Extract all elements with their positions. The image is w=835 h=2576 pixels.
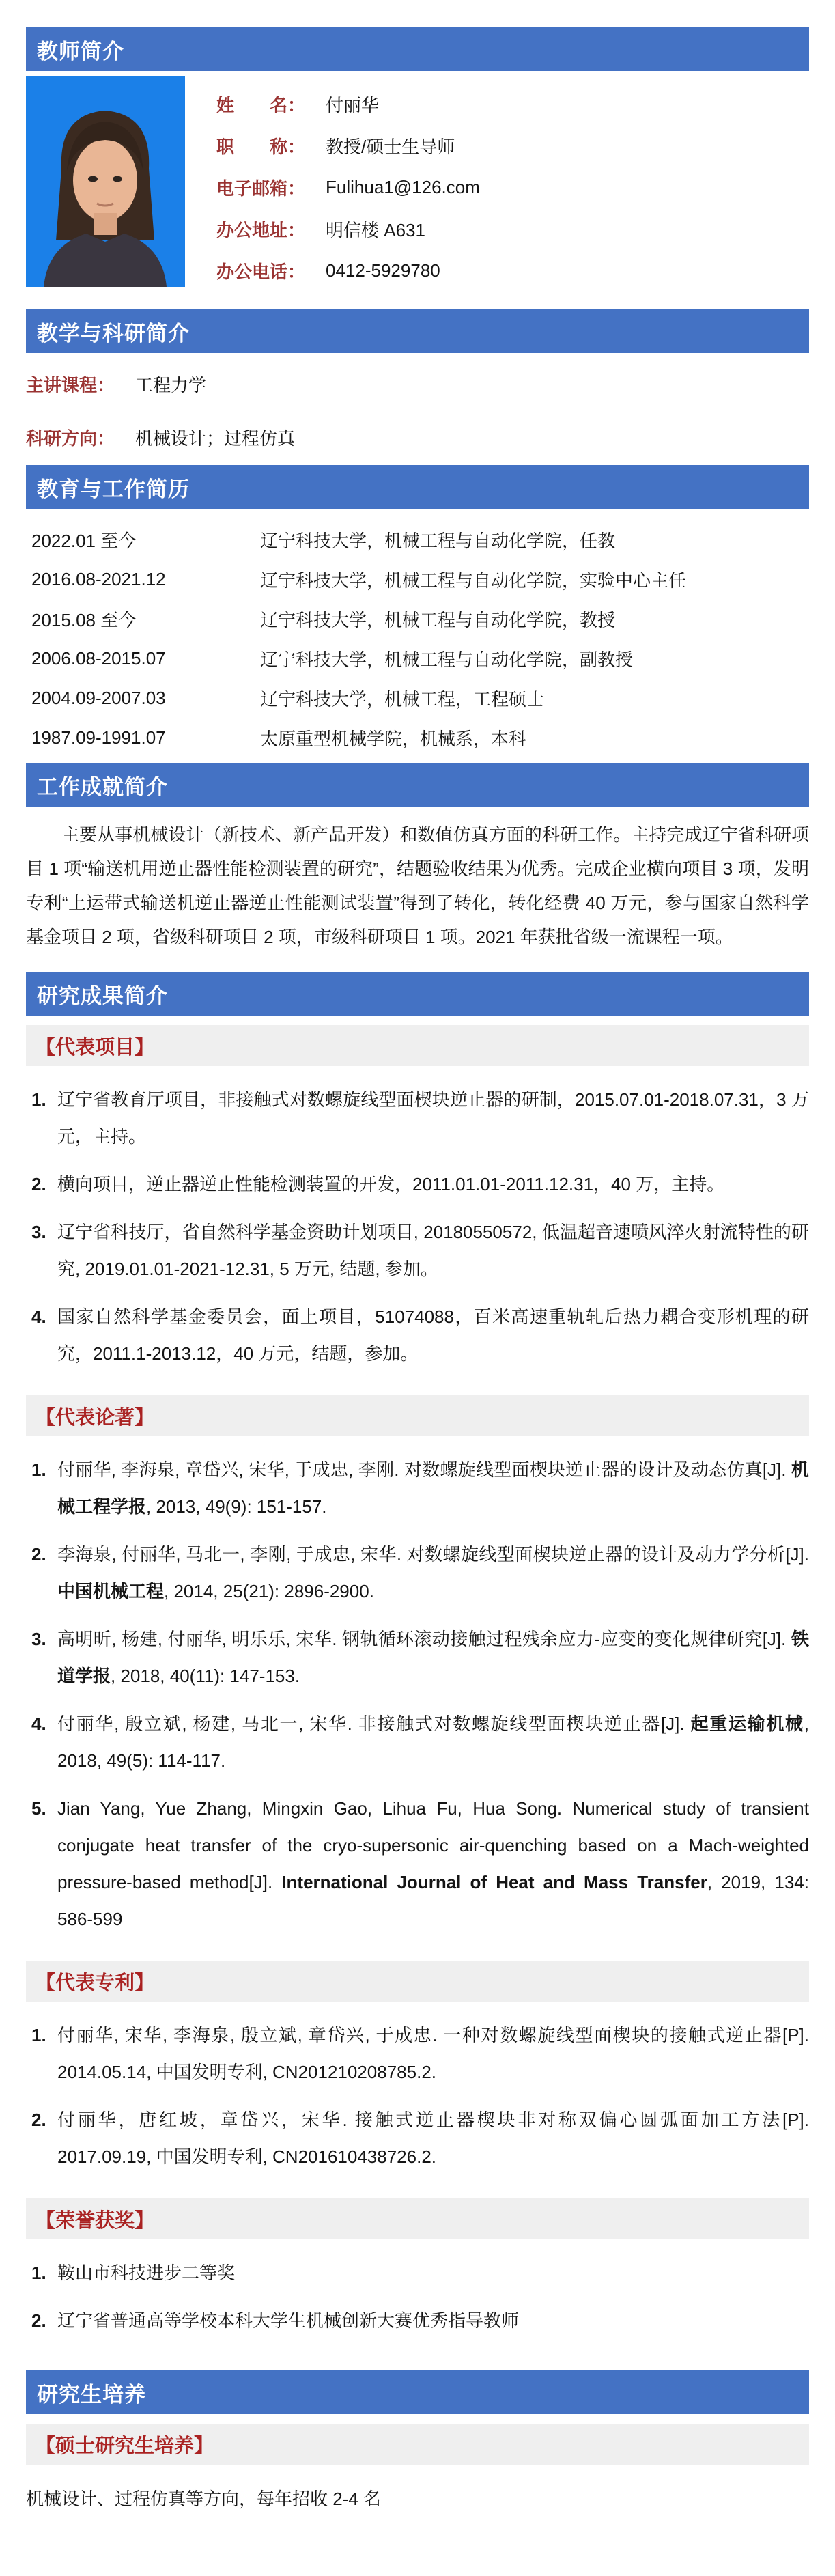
item-number: 1.	[31, 2025, 46, 2045]
section-title-teacher-intro: 教师简介	[37, 39, 124, 64]
text-segment: 辽宁省科技厅，省自然科学基金资助计划项目, 20180550572, 低温超音速喷风淬火射流特性的研究, 2019.01.01-2021-12.31, 5 万元, 结题, 参加。	[57, 1222, 809, 1279]
teaching-research-header-bar	[26, 309, 809, 353]
education-career-header-bar	[26, 465, 809, 509]
text-segment: 横向项目，逆止器逆止性能检测装置的开发，2011.01.01-2011.12.31，40 万，主持。	[57, 1174, 725, 1194]
profile-section	[26, 76, 809, 292]
teaching-field-row	[26, 410, 809, 464]
text-segment: , 2018, 49(5): 114-117.	[57, 1713, 809, 1771]
field-label: 办公地址：	[216, 220, 306, 240]
subsection-heading-text: 【代表项目】	[36, 1036, 155, 1059]
timeline-description: 辽宁科技大学，机械工程与自动化学院，任教	[260, 530, 616, 551]
item-text	[57, 1298, 809, 1372]
field-value: 教授/硕士生导师	[326, 137, 455, 157]
text-segment: 鞍山市科技进步二等奖	[57, 2263, 236, 2283]
project-list-item	[26, 1214, 809, 1287]
profile-field-row	[216, 83, 480, 125]
career-timeline	[26, 509, 809, 763]
item-number: 4.	[31, 1713, 46, 1734]
item-text	[57, 1214, 809, 1287]
award-list-item	[26, 2302, 809, 2339]
paper-list-item	[26, 1451, 809, 1525]
timeline-row	[26, 678, 809, 718]
subsection-heading-patents	[26, 1961, 809, 2002]
timeline-row	[26, 599, 809, 639]
item-text	[57, 2017, 809, 2090]
paper-list-item	[26, 1536, 809, 1610]
field-value: 机械设计；过程仿真	[135, 428, 296, 449]
field-label: 主讲课程：	[26, 374, 115, 395]
text-segment: 李海泉, 付丽华, 马北一, 李刚, 于成忠, 宋华. 对数螺旋线型面楔块逆止器的设计及动力学分析[J].	[57, 1544, 809, 1565]
field-value: Fulihua1@126.com	[326, 177, 480, 197]
item-number: 2.	[31, 2310, 46, 2331]
item-text	[57, 1536, 809, 1610]
profile-field-row	[216, 208, 480, 250]
item-number: 2.	[31, 1174, 46, 1194]
item-number: 2.	[31, 2110, 46, 2130]
timeline-description: 辽宁科技大学，机械工程与自动化学院，副教授	[260, 649, 634, 670]
awards-list	[26, 2239, 809, 2353]
papers-list	[26, 1436, 809, 1951]
paper-list-item	[26, 1790, 809, 1937]
graduate-training-header-bar	[26, 2370, 809, 2414]
timeline-period: 2016.08-2021.12	[31, 568, 166, 589]
item-text	[57, 2254, 809, 2291]
timeline-row	[26, 559, 809, 599]
subsection-heading-papers	[26, 1395, 809, 1436]
projects-list	[26, 1066, 809, 1386]
item-number: 3.	[31, 1222, 46, 1242]
project-list-item	[26, 1166, 809, 1203]
award-list-item	[26, 2254, 809, 2291]
text-segment: 高明昕, 杨建, 付丽华, 明乐乐, 宋华. 钢轨循环滚动接触过程残余应力-应变的变化规律研究[J].	[57, 1629, 791, 1649]
timeline-period: 2015.08 至今	[31, 609, 137, 630]
timeline-row	[26, 718, 809, 757]
subsection-heading-text: 【代表专利】	[36, 1972, 155, 1994]
item-text	[57, 2302, 809, 2339]
timeline-description: 辽宁科技大学，机械工程与自动化学院，实验中心主任	[260, 570, 687, 591]
teacher-intro-header-bar	[26, 27, 809, 71]
section-title-research-results: 研究成果简介	[37, 983, 168, 1008]
item-number: 1.	[31, 1089, 46, 1110]
profile-field-row	[216, 125, 480, 167]
field-value: 0412-5929780	[326, 260, 440, 281]
timeline-row	[26, 639, 809, 678]
text-segment: 铁道学报	[57, 1629, 809, 1686]
paper-list-item	[26, 1621, 809, 1694]
graduate-recruitment-text: 机械设计、过程仿真等方向，每年招收 2-4 名	[26, 2489, 382, 2509]
item-number: 4.	[31, 1306, 46, 1327]
section-title-graduate-training: 研究生培养	[37, 2382, 146, 2407]
text-segment: 付丽华, 殷立斌, 杨建, 马北一, 宋华. 非接触式对数螺旋线型面楔块逆止器[J].	[57, 1713, 691, 1734]
timeline-description: 辽宁科技大学，机械工程与自动化学院，教授	[260, 609, 616, 630]
text-segment: 辽宁省教育厅项目，非接触式对数螺旋线型面楔块逆止器的研制，2015.07.01-2018.07.31，3 万元，主持。	[57, 1089, 809, 1147]
field-label: 姓 名：	[216, 95, 306, 115]
text-segment: International Journal of Heat and Mass Transfer	[281, 1872, 707, 1892]
item-number: 1.	[31, 2263, 46, 2283]
field-label: 职 称：	[216, 137, 306, 157]
teacher-photo	[26, 76, 185, 287]
project-list-item	[26, 1298, 809, 1372]
text-segment: , 2013, 49(9): 151-157.	[146, 1496, 327, 1517]
item-text	[57, 1166, 809, 1203]
item-number: 2.	[31, 1544, 46, 1565]
subsection-heading-text: 【荣誉获奖】	[36, 2209, 155, 2232]
item-text	[57, 1705, 809, 1779]
patent-list-item	[26, 2017, 809, 2090]
achievements-paragraph: 主要从事机械设计（新技术、新产品开发）和数值仿真方面的科研工作。主持完成辽宁省科研项目 1 项“输送机用逆止器性能检测装置的研究”，结题验收结果为优秀。完成企业横向项目 3 项，发明专利“上运带式输送机逆止器逆止性能测试装置”得到了转化，转化经费 40 万元，参与国家自然科学基金项目 2 项，省级科研项目 2 项，市级科研项目 1 项。2021 年获批省级一流课程一项。	[26, 824, 809, 947]
profile-field-row	[216, 167, 480, 208]
patents-list	[26, 2002, 809, 2189]
field-value: 工程力学	[135, 374, 207, 395]
text-segment: Jian Yang, Yue Zhang, Mingxin Gao, Lihua Fu, Hua Song. Numerical study of transient conjugate heat transfer of the cryo-supersonic air-quenching based on a Mach-weighted pressure-based method[J].	[57, 1798, 809, 1892]
text-segment: 付丽华, 宋华, 李海泉, 殷立斌, 章岱兴, 于成忠. 一种对数螺旋线型面楔块的接触式逆止器[P]. 2014.05.14, 中国发明专利, CN201210208785.2.	[57, 2025, 809, 2082]
section-title-education-career: 教育与工作简历	[37, 477, 190, 501]
text-segment: 国家自然科学基金委员会，面上项目，51074088，百米高速重轨轧后热力耦合变形机理的研究，2011.1-2013.12，40 万元，结题，参加。	[57, 1306, 809, 1364]
text-segment: , 2018, 40(11): 147-153.	[111, 1666, 300, 1686]
item-number: 5.	[31, 1798, 46, 1819]
text-segment: , 2019, 134: 586-599	[57, 1872, 809, 1929]
text-segment: 起重运输机械	[690, 1713, 804, 1734]
item-text	[57, 2101, 809, 2175]
text-segment: 付丽华, 李海泉, 章岱兴, 宋华, 于成忠, 李刚. 对数螺旋线型面楔块逆止器的设计及动态仿真[J].	[57, 1459, 791, 1480]
profile-field-row	[216, 250, 480, 292]
item-number: 3.	[31, 1629, 46, 1649]
achievements-header-bar	[26, 763, 809, 807]
field-label: 电子邮箱：	[216, 178, 306, 199]
subsection-heading-text: 【硕士研究生培养】	[36, 2435, 214, 2457]
patent-list-item	[26, 2101, 809, 2175]
timeline-period: 2006.08-2015.07	[31, 647, 166, 669]
subsection-heading-master-training	[26, 2424, 809, 2465]
item-text	[57, 1621, 809, 1694]
item-text	[57, 1790, 809, 1937]
teaching-fields	[26, 353, 809, 465]
subsection-heading-projects	[26, 1025, 809, 1066]
timeline-period: 2022.01 至今	[31, 530, 137, 551]
teaching-field-row	[26, 357, 809, 410]
item-text	[57, 1451, 809, 1525]
person-silhouette	[26, 76, 185, 287]
text-segment: 机械工程学报	[57, 1459, 809, 1517]
research-results-header-bar	[26, 972, 809, 1016]
field-value: 明信楼 A631	[326, 220, 425, 240]
timeline-description: 辽宁科技大学，机械工程，工程硕士	[260, 688, 545, 710]
item-number: 1.	[31, 1459, 46, 1480]
field-label: 科研方向：	[26, 428, 115, 449]
timeline-row	[26, 520, 809, 559]
section-title-achievements: 工作成就简介	[37, 774, 168, 799]
timeline-description: 太原重型机械学院，机械系，本科	[260, 728, 527, 749]
profile-fields	[216, 76, 480, 292]
text-segment: , 2014, 25(21): 2896-2900.	[164, 1581, 374, 1601]
subsection-heading-text: 【代表论著】	[36, 1406, 155, 1429]
subsection-heading-awards	[26, 2198, 809, 2239]
text-segment: 中国机械工程	[57, 1581, 165, 1601]
field-value: 付丽华	[326, 95, 380, 115]
text-segment: 辽宁省普通高等学校本科大学生机械创新大赛优秀指导教师	[57, 2310, 520, 2331]
paper-list-item	[26, 1705, 809, 1779]
timeline-period: 2004.09-2007.03	[31, 687, 166, 708]
field-label: 办公电话：	[216, 262, 306, 282]
text-segment: 付丽华，唐红坡，章岱兴，宋华. 接触式逆止器楔块非对称双偏心圆弧面加工方法[P]. 2017.09.19, 中国发明专利, CN201610438726.2.	[57, 2110, 809, 2167]
item-text	[57, 1081, 809, 1155]
timeline-period: 1987.09-1991.07	[31, 727, 166, 748]
project-list-item	[26, 1081, 809, 1155]
section-title-teaching-research: 教学与科研简介	[37, 321, 190, 346]
